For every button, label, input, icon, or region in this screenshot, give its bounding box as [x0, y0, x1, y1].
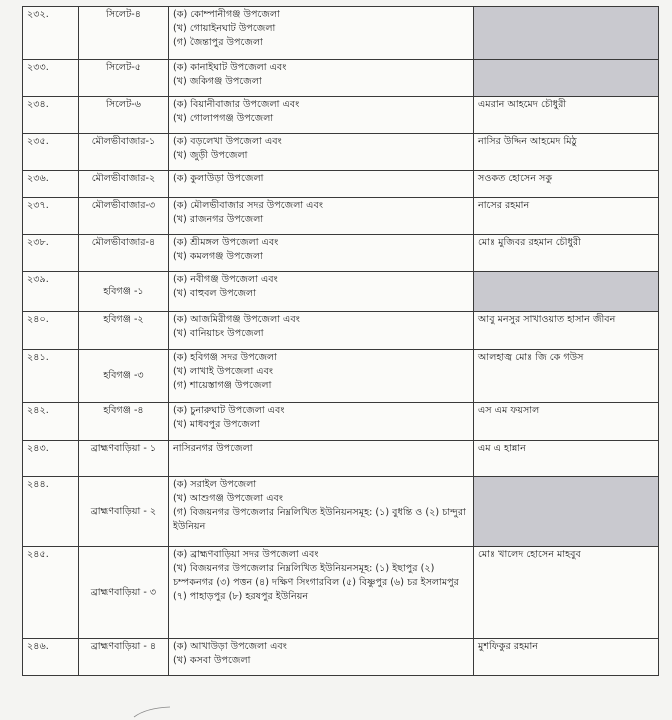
area-line: (ক) হবিগঞ্জ সদর উপজেলা: [173, 352, 277, 363]
row-serial: ২৩৮.: [23, 235, 79, 272]
row-areas: [169, 97, 474, 134]
table-row: [23, 134, 659, 171]
row-constituency: হবিগঞ্জ -১: [79, 272, 169, 312]
row-serial: ২৩৪.: [23, 97, 79, 134]
row-serial: ২৩৫.: [23, 134, 79, 171]
area-line: (ক) কানাইঘাট উপজেলা এবং: [173, 62, 287, 73]
area-line: (খ) আশুগঞ্জ উপজেলা এবং: [173, 493, 283, 504]
table-row: [23, 272, 659, 312]
row-constituency: মৌলভীবাজার-১: [79, 134, 169, 171]
row-candidate: [474, 477, 659, 547]
table-row: [23, 477, 659, 547]
row-serial: ২৩২.: [23, 7, 79, 60]
pen-stroke-mark: [132, 706, 172, 718]
area-line: (খ) জকিগঞ্জ উপজেলা: [173, 76, 262, 87]
table-row: [23, 547, 659, 639]
row-constituency: সিলেট-৬: [79, 97, 169, 134]
area-line: (গ) জৈন্তাপুর উপজেলা: [173, 37, 263, 48]
row-candidate: আলহাজ্ব মোঃ জি কে গউস: [474, 350, 659, 403]
row-candidate: এমরান আহমেদ চৌধুরী: [474, 97, 659, 134]
row-serial: ২৩৬.: [23, 171, 79, 198]
row-areas: [169, 235, 474, 272]
area-line: (ক) আজমিরীগঞ্জ উপজেলা এবং: [173, 314, 300, 325]
row-candidate: [474, 7, 659, 60]
row-candidate: সওকত হোসেন সকু: [474, 171, 659, 198]
row-areas: [169, 547, 474, 639]
table-row: [23, 441, 659, 477]
row-serial: ২৪৪.: [23, 477, 79, 547]
area-line: (খ) গোয়াইনঘাট উপজেলা: [173, 23, 276, 34]
row-candidate: নাসের রহমান: [474, 198, 659, 235]
row-constituency: মৌলভীবাজার-২: [79, 171, 169, 198]
table-row: [23, 198, 659, 235]
row-candidate: মোঃ খালেদ হোসেন মাহবুব: [474, 547, 659, 639]
area-line: (ক) বড়লেখা উপজেলা এবং: [173, 136, 282, 147]
row-areas: [169, 403, 474, 441]
row-areas: [169, 477, 474, 547]
row-serial: ২৩৩.: [23, 60, 79, 97]
table-row: [23, 60, 659, 97]
row-candidate: এম এ হান্নান: [474, 441, 659, 477]
area-line: (খ) কমলগঞ্জ উপজেলা: [173, 251, 263, 262]
row-areas: [169, 60, 474, 97]
row-constituency: ব্রাহ্মণবাড়িয়া - ২: [79, 477, 169, 547]
row-constituency: সিলেট-৪: [79, 7, 169, 60]
area-line: (ক) ব্রাহ্মণবাড়িয়া সদর উপজেলা এবং: [173, 549, 319, 560]
row-constituency: মৌলভীবাজার-৪: [79, 235, 169, 272]
area-line: (ক) আখাউড়া উপজেলা এবং: [173, 641, 287, 652]
area-line: (খ) মাধবপুর উপজেলা: [173, 419, 260, 430]
row-serial: ২৪৩.: [23, 441, 79, 477]
row-candidate: এস এম ফয়সাল: [474, 403, 659, 441]
row-areas: [169, 134, 474, 171]
table-row: [23, 97, 659, 134]
row-serial: ২৪০.: [23, 312, 79, 350]
table-row: [23, 350, 659, 403]
row-areas: [169, 171, 474, 198]
table-row: [23, 312, 659, 350]
area-line: (খ) বানিয়াচং উপজেলা: [173, 328, 264, 339]
area-line: (ক) সরাইল উপজেলা: [173, 479, 257, 490]
row-constituency: ব্রাহ্মণবাড়িয়া - ১: [79, 441, 169, 477]
row-serial: ২৩৭.: [23, 198, 79, 235]
area-line: (খ) গোলাপগঞ্জ উপজেলা: [173, 113, 274, 124]
row-areas: [169, 441, 474, 477]
row-serial: ২৪১.: [23, 350, 79, 403]
row-constituency: হবিগঞ্জ -৩: [79, 350, 169, 403]
row-candidate: মোঃ মুজিবর রহমান চৌধুরী: [474, 235, 659, 272]
row-areas: [169, 312, 474, 350]
area-line: (ক) চুনারুঘাট উপজেলা এবং: [173, 405, 285, 416]
area-line: (ক) বিয়ানীবাজার উপজেলা এবং: [173, 99, 300, 110]
area-line: (ক) কোম্পানীগঞ্জ উপজেলা: [173, 9, 280, 20]
area-line: (খ) বাহুবল উপজেলা: [173, 288, 256, 299]
row-candidate: মুশফিকুর রহমান: [474, 639, 659, 676]
row-areas: [169, 7, 474, 60]
table-row: [23, 171, 659, 198]
area-line: (ক) নবীগঞ্জ উপজেলা এবং: [173, 274, 278, 285]
row-constituency: হবিগঞ্জ -৪: [79, 403, 169, 441]
area-line: (গ) বিজয়নগর উপজেলার নিম্নলিখিত ইউনিয়নসমূহ: (১) বুধন্তি ও (২) চান্দুরা ইউনিয়ন: [173, 507, 466, 532]
row-candidate: [474, 60, 659, 97]
area-line: (ক) শ্রীমঙ্গল উপজেলা এবং: [173, 237, 279, 248]
row-constituency: সিলেট-৫: [79, 60, 169, 97]
area-line: (খ) লাখাই উপজেলা এবং: [173, 366, 274, 377]
row-areas: [169, 639, 474, 676]
row-constituency: মৌলভীবাজার-৩: [79, 198, 169, 235]
row-constituency: ব্রাহ্মণবাড়িয়া - ৩: [79, 547, 169, 639]
row-areas: [169, 272, 474, 312]
table-row: [23, 403, 659, 441]
table-row: [23, 639, 659, 676]
row-constituency: হবিগঞ্জ -২: [79, 312, 169, 350]
row-serial: ২৪৫.: [23, 547, 79, 639]
area-line: নাসিরনগর উপজেলা: [173, 443, 253, 454]
row-areas: [169, 350, 474, 403]
row-serial: ২৪৬.: [23, 639, 79, 676]
row-candidate: আবু মনসুর সাখাওয়াত হাসান জীবন: [474, 312, 659, 350]
row-constituency: ব্রাহ্মণবাড়িয়া - ৪: [79, 639, 169, 676]
area-line: (খ) রাজনগর উপজেলা: [173, 214, 264, 225]
row-candidate: নাসির উদ্দিন আহমেদ মিঠু: [474, 134, 659, 171]
area-line: (ক) মৌলভীবাজার সদর উপজেলা এবং: [173, 200, 323, 211]
area-line: (খ) কসবা উপজেলা: [173, 655, 251, 666]
table-body: [23, 7, 659, 676]
area-line: (ক) কুলাউড়া উপজেলা: [173, 173, 264, 184]
area-line: (খ) জুড়ী উপজেলা: [173, 150, 248, 161]
area-line: (খ) বিজয়নগর উপজেলার নিম্নলিখিত ইউনিয়নসমূহ: (১) ইছাপুর (২) চম্পকনগর (৩) পত্তন (৪) দক্ষিণ সিংগারবিল (৫) বিষ্ণুপুর (৬) চর ইসলামপুর (৭) পাহাড়পুর (৮) হরষপুর ইউনিয়ন: [173, 563, 459, 602]
constituency-table: [22, 6, 659, 676]
area-line: (গ) শায়েস্তাগঞ্জ উপজেলা: [173, 380, 272, 391]
row-serial: ২৩৯.: [23, 272, 79, 312]
row-areas: [169, 198, 474, 235]
table-row: [23, 235, 659, 272]
row-serial: ২৪২.: [23, 403, 79, 441]
row-candidate: [474, 272, 659, 312]
table-row: [23, 7, 659, 60]
